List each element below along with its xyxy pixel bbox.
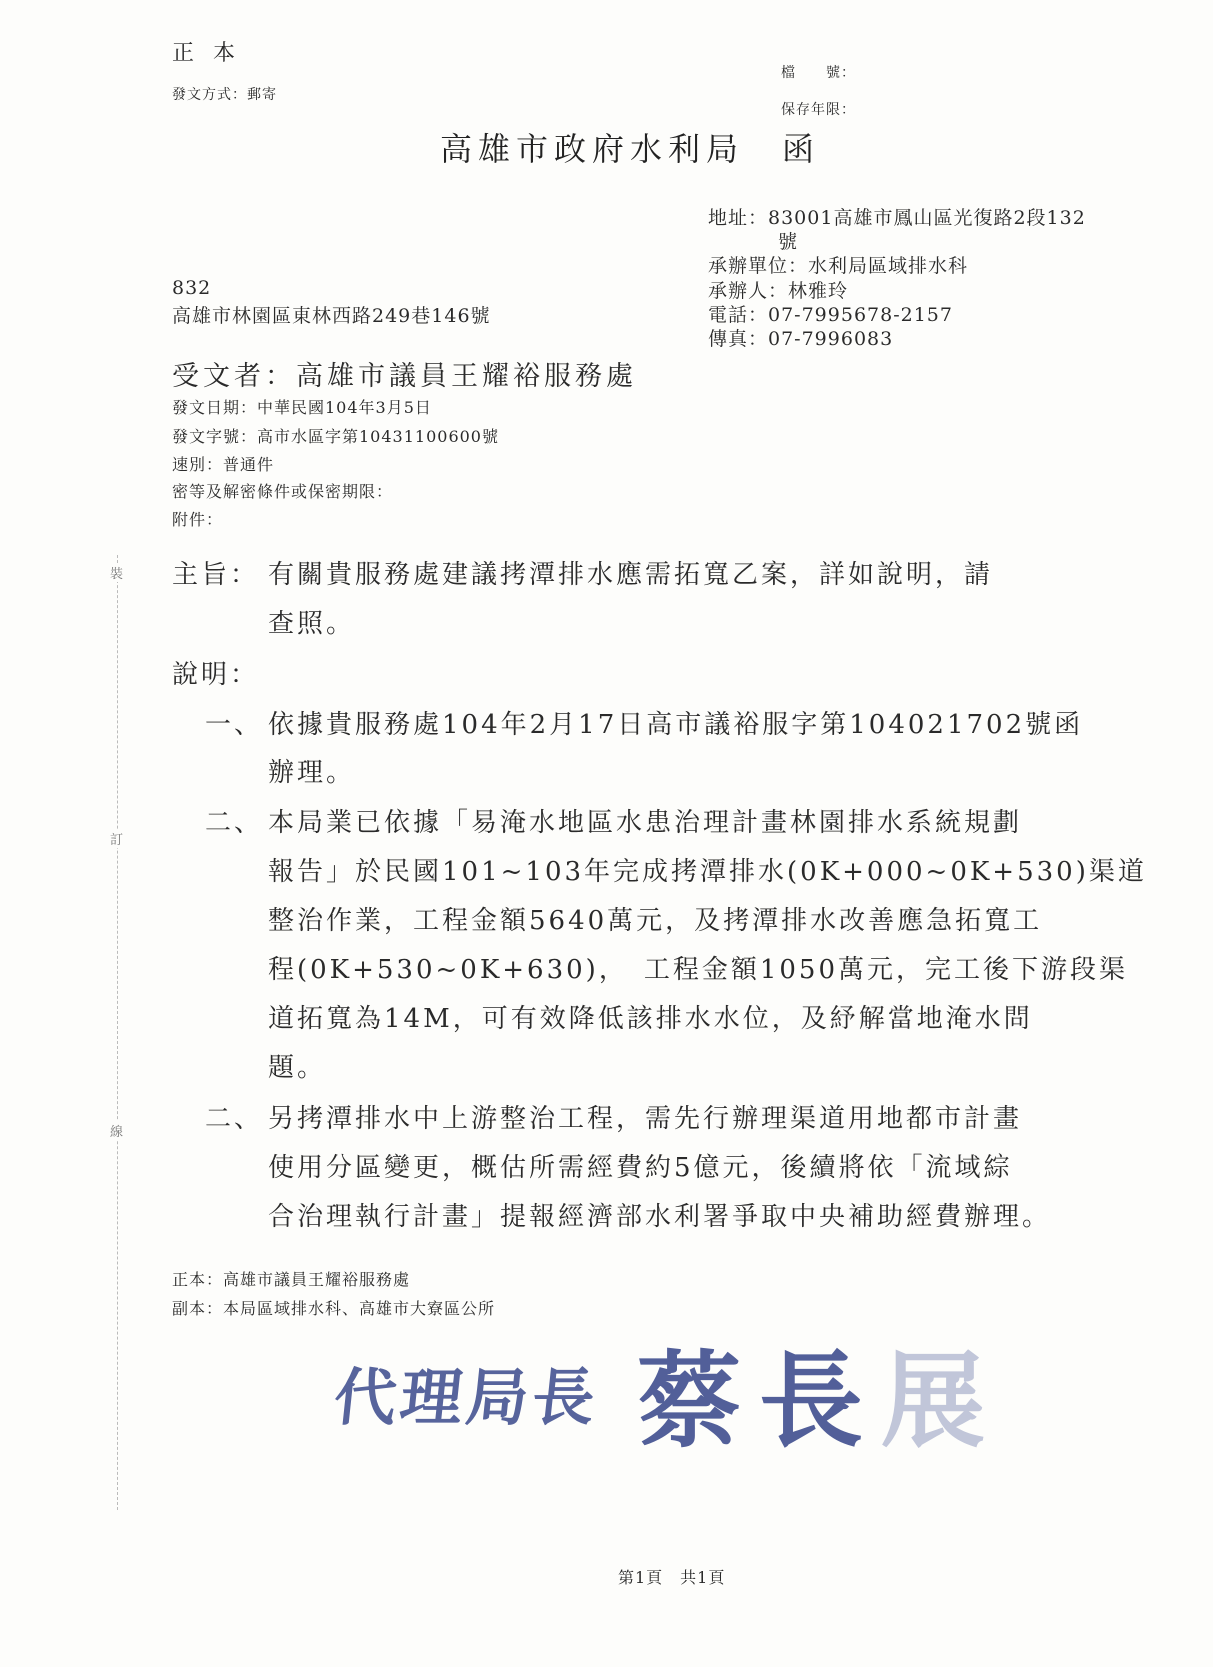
recipient-address: 高雄市林園區東林西路249巷146號: [172, 305, 491, 327]
item-line: 另拷潭排水中上游整治工程，需先行辦理渠道用地都市計畫: [268, 1104, 1023, 1134]
file-number-label: 檔 號：: [781, 65, 856, 81]
copy-mark: 正 本: [172, 41, 241, 66]
signature-title: 代理局長: [330, 1360, 603, 1434]
phone-number: 電話：07-7995678-2157: [708, 304, 953, 326]
signature-stamp: [330, 1322, 1004, 1462]
binding-line: [117, 555, 118, 1510]
item-line: 道拓寬為14M，可有效降低該排水水位，及紓解當地淹水問: [268, 1004, 1033, 1034]
binding-mark-zhuang: 裝: [110, 563, 123, 582]
item-line: 依據貴服務處104年2月17日高市議裕服字第104021702號函: [268, 710, 1084, 740]
delivery-speed: 速別：普通件: [172, 455, 275, 474]
item-line: 本局業已依據「易淹水地區水患治理計畫林園排水系統規劃: [268, 808, 1023, 838]
document-number: 發文字號：高市水區字第10431100600號: [172, 427, 499, 446]
retention-period-label: 保存年限：: [781, 102, 856, 118]
explanation-label: 說明：: [172, 660, 260, 690]
handling-officer: 承辦人：林雅玲: [708, 280, 849, 302]
item-line: 程(0K+530~0K+630)， 工程金額1050萬元，完工後下游段渠: [268, 955, 1128, 985]
signature-char-1: 蔡: [637, 1339, 760, 1462]
binding-mark-xian: 線: [110, 1121, 123, 1140]
item-line: 報告」於民國101~103年完成拷潭排水(0K+000~0K+530)渠道: [268, 857, 1147, 887]
attachment: 附件：: [172, 510, 224, 529]
signature-char-3: 展: [881, 1339, 1004, 1462]
item-line: 辦理。: [268, 758, 356, 788]
fax-number: 傳真：07-7996083: [708, 328, 894, 350]
signature-char-2: 長: [759, 1339, 882, 1462]
item-marker: 二、: [205, 808, 264, 838]
binding-mark-ding: 訂: [110, 829, 123, 848]
original-recipient: 正本：高雄市議員王耀裕服務處: [172, 1270, 411, 1289]
recipient-zip: 832: [172, 277, 212, 299]
copy-recipients: 副本：本局區域排水科、高雄市大寮區公所: [172, 1299, 496, 1318]
sender-address-line-1: 地址：83001高雄市鳳山區光復路2段132: [708, 207, 1086, 229]
sender-address-line-2: 號: [778, 231, 799, 253]
page-number: 第1頁 共1頁: [618, 1568, 726, 1587]
item-line: 題。: [268, 1053, 327, 1083]
subject-line-1: 有關貴服務處建議拷潭排水應需拓寬乙案，詳如說明，請: [268, 560, 994, 590]
signature-name: [637, 1317, 1003, 1467]
item-line: 合治理執行計畫」提報經濟部水利署爭取中央補助經費辦理。: [268, 1202, 1052, 1232]
dispatch-date: 發文日期：中華民國104年3月5日: [172, 398, 432, 417]
subject-line-2: 查照。: [268, 609, 356, 639]
item-line: 使用分區變更，概估所需經費約5億元，後續將依「流域綜: [268, 1153, 1013, 1183]
item-marker: 二、: [205, 1104, 264, 1134]
recipient: 受文者：高雄市議員王耀裕服務處: [172, 361, 637, 392]
subject-label: 主旨：: [172, 560, 260, 590]
document-title: 高雄市政府水利局 函: [440, 130, 821, 168]
dispatch-method: 發文方式：郵寄: [172, 87, 277, 103]
handling-unit: 承辦單位：水利局區域排水科: [708, 255, 969, 277]
item-marker: 一、: [205, 710, 264, 740]
item-line: 整治作業，工程金額5640萬元，及拷潭排水改善應急拓寬工: [268, 906, 1043, 936]
secrecy-level: 密等及解密條件或保密期限：: [172, 482, 394, 501]
